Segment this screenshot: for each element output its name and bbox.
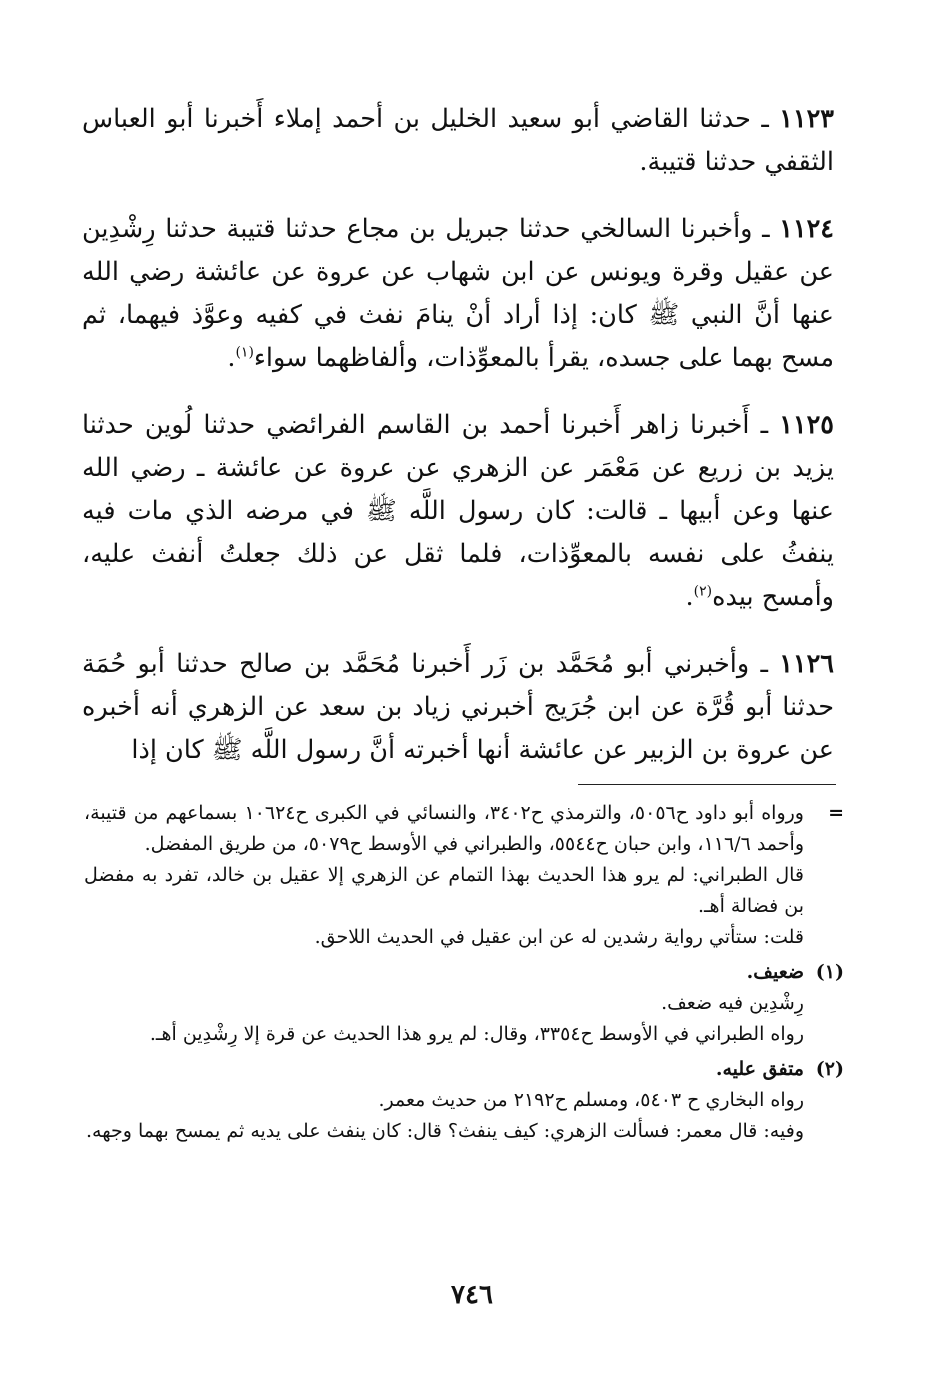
- footnote-reference: (٢): [693, 583, 713, 600]
- footnote-separator: [578, 784, 836, 785]
- hadith-text: ـ حدثنا القاضي أبو سعيد الخليل بن أحمد إملاء أَخبرنا أبو العباس الثقفي حدثنا قتيبة.: [82, 104, 834, 177]
- hadith-1124: [82, 208, 834, 380]
- hadith-number: ١١٢٤: [779, 214, 834, 244]
- hadith-number: ١١٢٣: [779, 104, 834, 134]
- hadith-number: ١١٢٥: [779, 410, 834, 440]
- hadith-text-end: .: [227, 343, 236, 373]
- hadith-1125: [82, 404, 834, 619]
- footnote-line: وفيه: قال معمر: فسألت الزهري: كيف ينفث؟ قال: كان ينفث على يديه ثم يمسح بهما وجهه.: [86, 1120, 804, 1142]
- footnote-line: رواه البخاري ح ٥٤٠٣، ومسلم ح٢١٩٢ من حديث معمر.: [378, 1089, 804, 1111]
- hadith-text: ـ وأخبرنا السالخي حدثنا جبريل بن مجاع حدثنا قتيبة حدثنا رِشْدِين عن عقيل وقرة ويونس عن ابن شهاب عن عروة عن عائشة رضي الله عنها أنَّ النبي ﷺ كان: إذا أراد أنْ ينامَ نفث في كفيه وعوَّذ فيهما، ثم مسح بهما على جسده، يقرأ بالمعوِّذات، وألفاظهما سواء: [82, 214, 834, 373]
- hadith-1126: [82, 643, 834, 772]
- footnote-line: ورواه أبو داود ح٥٠٥٦، والترمذي ح٣٤٠٢، والنسائي في الكبرى ح١٠٦٢٤ بسماعهم من قتيبة، وأحمد ١١٦/٦، وابن حبان ح٥٥٤٤، والطبراني في الأوسط ح٥٠٧٩، من طريق المفضل.: [84, 802, 804, 855]
- footnote-continuation: [84, 798, 844, 953]
- footnote-mark: (٢): [815, 1058, 844, 1080]
- footnote-line: رِشْدِين فيه ضعف.: [661, 992, 804, 1014]
- continuation-mark: =: [828, 802, 844, 824]
- footnote-reference: (١): [235, 344, 254, 361]
- footnote-2: [84, 1054, 844, 1147]
- hadith-1123: [82, 98, 834, 184]
- hadith-text: ـ وأخبرني أبو مُحَمَّد بن زَر أَخبرنا مُحَمَّد بن صالح حدثنا أبو حُمَة حدثنا أبو قُرَّة عن ابن جُرَيج أخبرني زياد بن سعد عن الزهري أنه أخبره عن عروة بن الزبير عن عائشة أنها أخبرته أنَّ رسول اللَّه ﷺ كان إذا: [82, 649, 834, 765]
- hadith-number: ١١٢٦: [779, 649, 834, 679]
- footnote-grade: متفق عليه.: [715, 1058, 804, 1080]
- footnote-1: [84, 957, 844, 1050]
- hadith-text: ـ أَخبرنا زاهر أَخبرنا أحمد بن القاسم الفرائضي حدثنا لُوين حدثنا يزيد بن زريع عن مَعْمَر عن الزهري عن عروة عن عائشة ـ رضي الله عنها وعن أبيها ـ قالت: كان رسول اللَّه ﷺ في مرضه الذي مات فيه ينفثُ على نفسه بالمعوِّذات، فلما ثقل عن ذلك جعلتُ أنفث عليه، وأمسح بيده: [82, 410, 835, 612]
- footnote-line: قلت: ستأتي رواية رشدين له عن ابن عقيل في الحديث اللاحق.: [314, 926, 804, 948]
- footnotes: [84, 798, 844, 1151]
- page-number: ٧٤٦: [451, 1280, 493, 1310]
- footnote-grade: ضعيف.: [746, 961, 804, 983]
- footnote-line: قال الطبراني: لم يرو هذا الحديث بهذا التمام عن الزهري إلا عقيل بن خالد، تفرد به مفضل بن فضالة أهـ.: [84, 864, 804, 917]
- hadith-text-end: .: [685, 582, 694, 612]
- footnote-line: رواه الطبراني في الأوسط ح٣٣٥٤، وقال: لم يرو هذا الحديث عن قرة إلا رِشْدِين أهـ.: [149, 1023, 804, 1045]
- footnote-mark: (١): [815, 961, 844, 983]
- main-text: [82, 98, 834, 796]
